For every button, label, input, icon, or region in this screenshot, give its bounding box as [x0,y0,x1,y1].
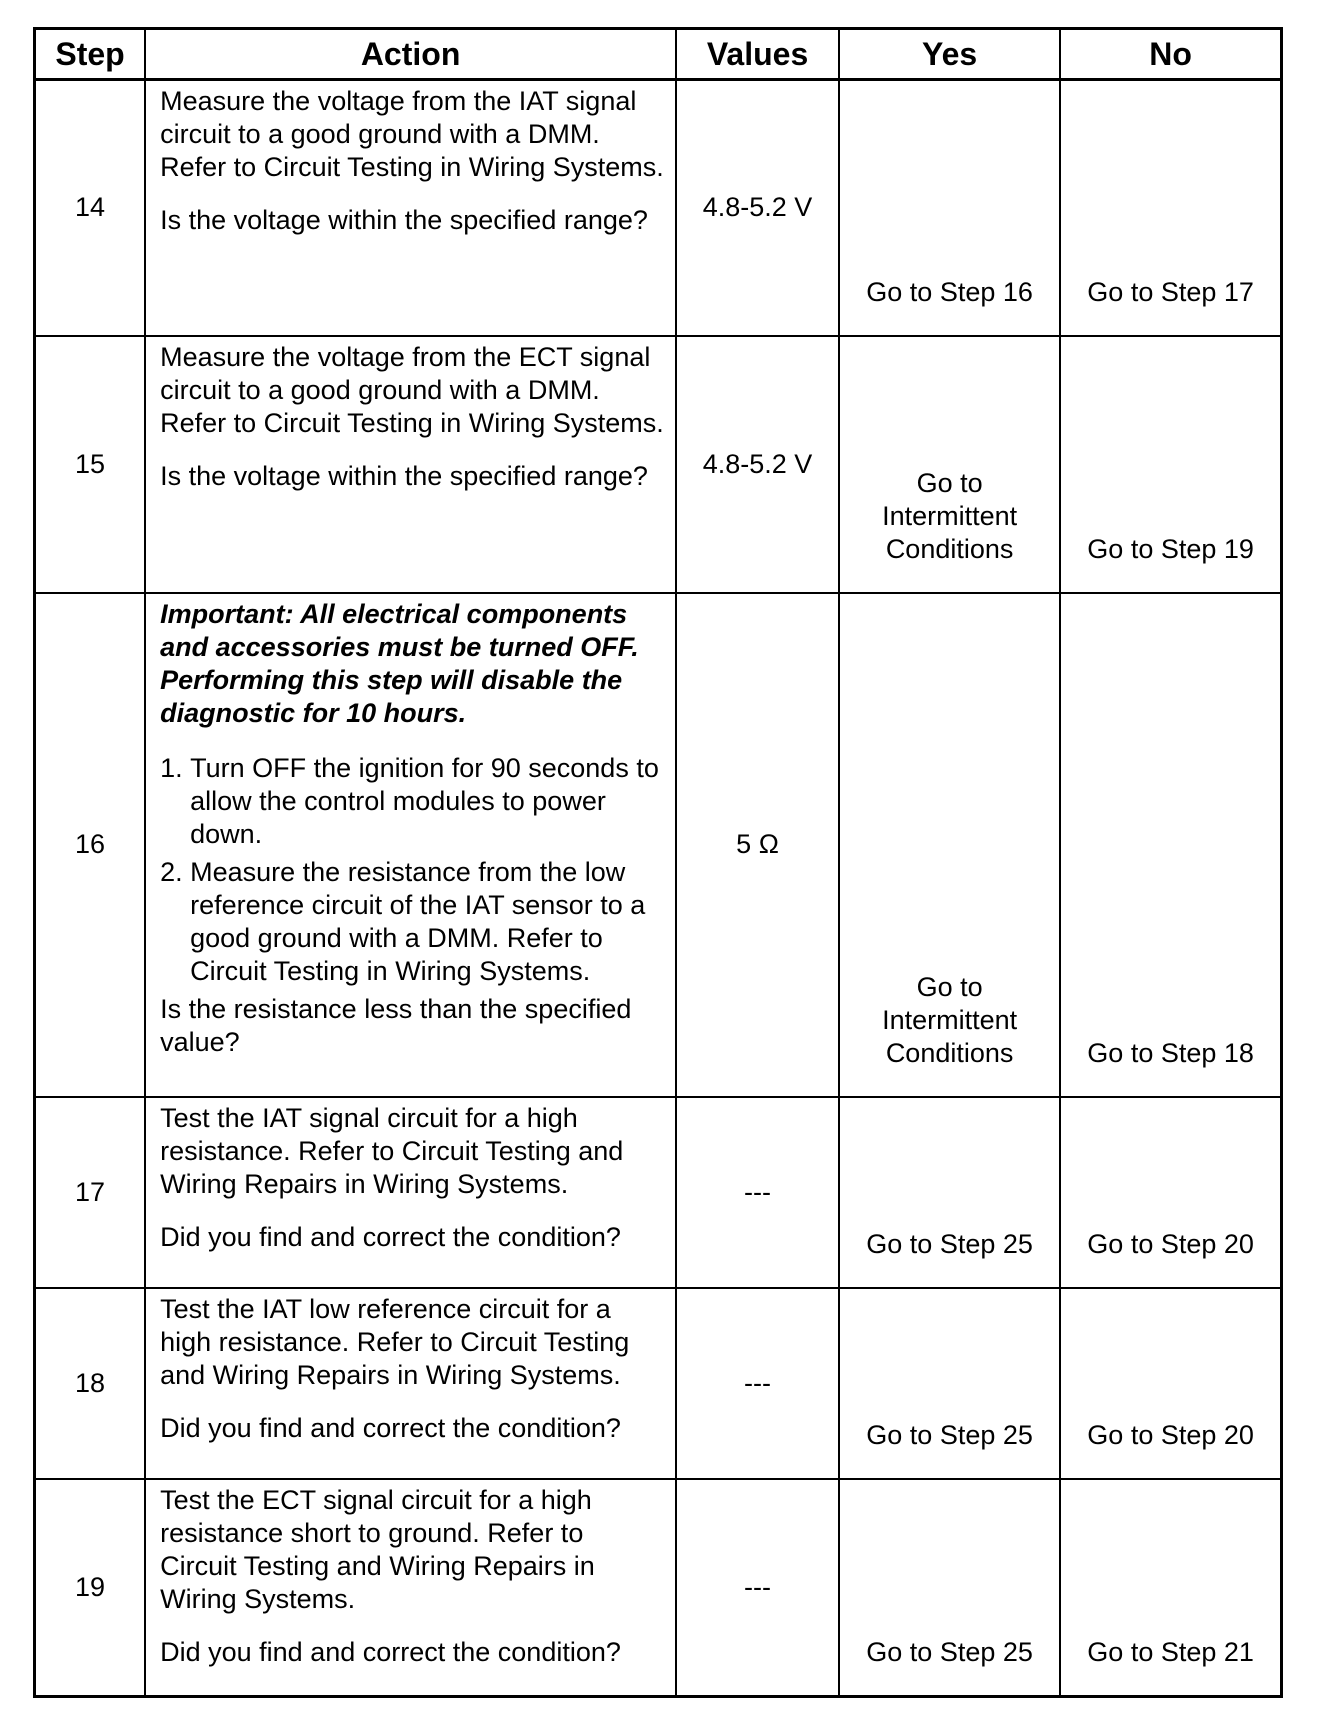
action-cell [145,1479,676,1697]
action-cell [145,80,676,336]
header-action: Action [145,29,676,80]
table-row [35,336,1282,593]
yes-cell: Go to Step 16 [839,80,1060,336]
no-cell: Go to Step 20 [1060,1097,1281,1288]
action-question: Did you find and correct the condition? [160,1412,621,1443]
value-cell: --- [676,1288,839,1479]
header-row [35,29,1282,80]
yes-cell: Go to Step 25 [839,1097,1060,1288]
action-question: Is the voltage within the specified range? [160,460,648,491]
no-cell: Go to Step 17 [1060,80,1281,336]
action-question: Is the voltage within the specified range? [160,205,648,235]
procedure-list [160,752,665,988]
value-cell: 5 Ω [676,593,839,1097]
step-number: 18 [35,1288,146,1479]
yes-cell: Go to Intermittent Conditions [839,336,1060,593]
action-text: Measure the voltage from the ECT signal circuit to a good ground with a DMM. Refer to Circuit Testing in Wiring Systems. [160,341,664,438]
action-cell [145,336,676,593]
value-cell: 4.8-5.2 V [676,336,839,593]
action-text: Test the IAT signal circuit for a high resistance. Refer to Circuit Testing and Wiring Repairs in Wiring Systems. [160,1102,624,1199]
list-item [160,752,665,851]
action-question: Did you find and correct the condition? [160,1221,621,1252]
header-step: Step [35,29,146,80]
header-values: Values [676,29,839,80]
list-item-number: 1. [160,752,183,783]
action-cell [145,593,676,1097]
yes-cell: Go to Step 25 [839,1288,1060,1479]
value-cell: 4.8-5.2 V [676,80,839,336]
list-item-number: 2. [160,856,183,887]
value-cell: --- [676,1097,839,1288]
value-cell: --- [676,1479,839,1697]
action-text: Measure the voltage from the IAT signal circuit to a good ground with a DMM. Refer to Circuit Testing in Wiring Systems. [160,86,664,182]
table-row [35,80,1282,336]
table-row [35,593,1282,1097]
step-number: 14 [35,80,146,336]
step-number: 17 [35,1097,146,1288]
table-row [35,1288,1282,1479]
action-cell [145,1097,676,1288]
action-question: Is the resistance less than the specified value? [160,993,632,1057]
action-text: Test the ECT signal circuit for a high resistance short to ground. Refer to Circuit Testing and Wiring Repairs in Wiring Systems. [160,1484,595,1614]
step-number: 19 [35,1479,146,1697]
action-question: Did you find and correct the condition? [160,1636,621,1667]
action-text: Test the IAT low reference circuit for a high resistance. Refer to Circuit Testing and Wiring Repairs in Wiring Systems. [160,1293,630,1390]
header-no: No [1060,29,1281,80]
yes-cell: Go to Step 25 [839,1479,1060,1697]
list-item-text: Turn OFF the ignition for 90 seconds to allow the control modules to power down. [190,752,659,849]
table-row [35,1479,1282,1697]
no-cell: Go to Step 20 [1060,1288,1281,1479]
diagnostic-table [33,27,1283,1698]
no-cell: Go to Step 19 [1060,336,1281,593]
list-item-text: Measure the resistance from the low reference circuit of the IAT sensor to a good ground with a DMM. Refer to Circuit Testing in Wiring Systems. [190,856,646,986]
step-number: 15 [35,336,146,593]
yes-cell: Go to Intermittent Conditions [839,593,1060,1097]
header-yes: Yes [839,29,1060,80]
list-item [160,856,665,988]
step-number: 16 [35,593,146,1097]
important-note: Important: All electrical components and accessories must be turned OFF. Performing this step will disable the diagnostic for 10 hours. [160,598,639,728]
table-row [35,1097,1282,1288]
no-cell: Go to Step 18 [1060,593,1281,1097]
no-cell: Go to Step 21 [1060,1479,1281,1697]
action-cell [145,1288,676,1479]
